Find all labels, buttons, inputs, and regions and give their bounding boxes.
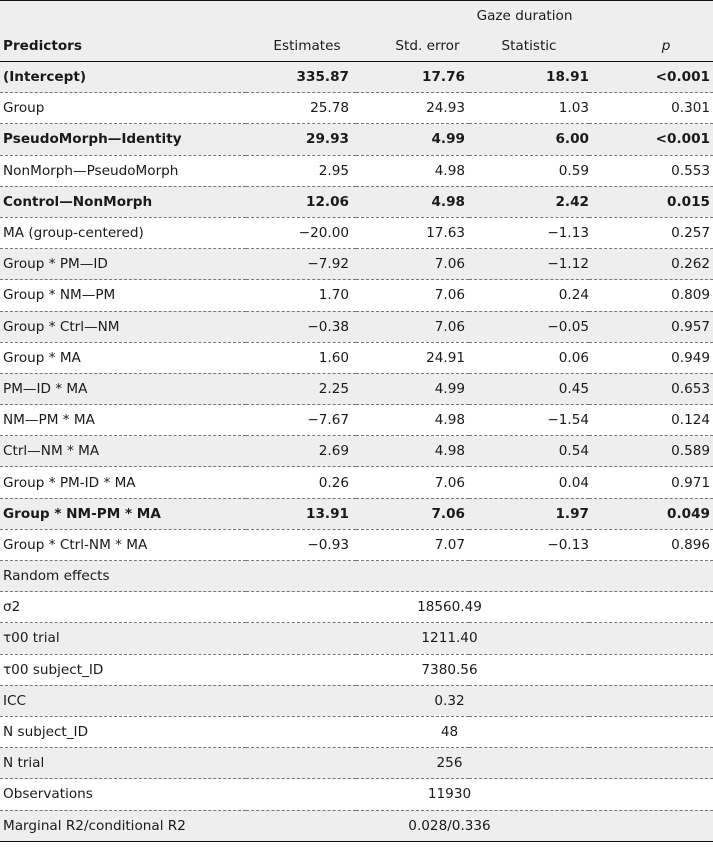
p-value-cell: 0.896 — [589, 529, 713, 560]
p-value-cell: 0.301 — [589, 93, 713, 124]
estimate-cell: −0.93 — [246, 529, 356, 560]
statistic-cell: 0.54 — [469, 436, 589, 467]
predictor-cell: NM—PM * MA — [0, 405, 246, 436]
random-effect-row — [0, 685, 713, 716]
table-row — [0, 186, 713, 217]
statistic-cell: 0.04 — [469, 467, 589, 498]
table-row — [0, 280, 713, 311]
p-value-cell: 0.971 — [589, 467, 713, 498]
table-row — [0, 498, 713, 529]
predictor-cell: Group * PM—ID — [0, 249, 246, 280]
p-value-cell: 0.049 — [589, 498, 713, 529]
std-error-header: Std. error — [356, 32, 469, 62]
table-row — [0, 405, 713, 436]
predictor-cell: Group * Ctrl—NM — [0, 311, 246, 342]
random-effect-row — [0, 748, 713, 779]
column-header-row — [0, 32, 713, 62]
statistic-cell: −1.13 — [469, 217, 589, 248]
random-effect-value: 7380.56 — [246, 654, 713, 685]
std-error-cell: 4.99 — [356, 124, 469, 155]
predictor-cell: (Intercept) — [0, 62, 246, 93]
random-effect-value: 11930 — [246, 779, 713, 810]
table-row — [0, 217, 713, 248]
std-error-cell: 7.06 — [356, 467, 469, 498]
random-effect-label: Marginal R2/conditional R2 — [0, 810, 246, 841]
estimate-cell: −7.92 — [246, 249, 356, 280]
statistic-cell: −1.54 — [469, 405, 589, 436]
random-effects-heading: Random effects — [0, 561, 246, 592]
table-row — [0, 155, 713, 186]
random-effect-label: τ00 trial — [0, 623, 246, 654]
group-header-row — [0, 1, 713, 32]
p-value-cell: 0.589 — [589, 436, 713, 467]
std-error-cell: 17.63 — [356, 217, 469, 248]
random-effect-label: Observations — [0, 779, 246, 810]
statistic-cell: 0.45 — [469, 373, 589, 404]
predictor-cell: Group * NM-PM * MA — [0, 498, 246, 529]
predictor-cell: Group * PM-ID * MA — [0, 467, 246, 498]
std-error-cell: 7.06 — [356, 498, 469, 529]
estimate-cell: 2.69 — [246, 436, 356, 467]
p-value-cell: 0.553 — [589, 155, 713, 186]
std-error-cell: 7.06 — [356, 311, 469, 342]
estimate-cell: 1.60 — [246, 342, 356, 373]
statistic-cell: 2.42 — [469, 186, 589, 217]
p-value-cell: <0.001 — [589, 124, 713, 155]
std-error-cell: 24.93 — [356, 93, 469, 124]
p-value-header: p — [589, 32, 713, 62]
p-value-cell: 0.809 — [589, 280, 713, 311]
table-row — [0, 342, 713, 373]
random-effect-row — [0, 623, 713, 654]
random-effect-label: τ00 subject_ID — [0, 654, 246, 685]
predictor-cell: Group * MA — [0, 342, 246, 373]
random-effect-label: N subject_ID — [0, 716, 246, 747]
estimate-cell: −0.38 — [246, 311, 356, 342]
statistic-cell: 1.97 — [469, 498, 589, 529]
random-effects-heading-row — [0, 561, 713, 592]
statistic-cell: 0.24 — [469, 280, 589, 311]
std-error-cell: 4.98 — [356, 155, 469, 186]
table-body — [0, 62, 713, 842]
random-effect-value: 1211.40 — [246, 623, 713, 654]
estimate-cell: 335.87 — [246, 62, 356, 93]
random-effect-label: N trial — [0, 748, 246, 779]
predictor-cell: MA (group-centered) — [0, 217, 246, 248]
table-row — [0, 373, 713, 404]
estimate-cell: 2.25 — [246, 373, 356, 404]
statistic-cell: −0.05 — [469, 311, 589, 342]
p-value-cell: 0.957 — [589, 311, 713, 342]
statistic-header: Statistic — [469, 32, 589, 62]
table-row — [0, 62, 713, 93]
estimate-cell: 0.26 — [246, 467, 356, 498]
predictor-cell: PseudoMorph—Identity — [0, 124, 246, 155]
estimate-cell: 2.95 — [246, 155, 356, 186]
p-value-cell: 0.124 — [589, 405, 713, 436]
std-error-cell: 4.98 — [356, 405, 469, 436]
table-row — [0, 124, 713, 155]
p-value-cell: 0.262 — [589, 249, 713, 280]
p-value-cell: 0.949 — [589, 342, 713, 373]
std-error-cell: 24.91 — [356, 342, 469, 373]
estimate-cell: 1.70 — [246, 280, 356, 311]
random-effect-value: 18560.49 — [246, 592, 713, 623]
estimates-header: Estimates — [246, 32, 356, 62]
table-row — [0, 436, 713, 467]
table-row — [0, 93, 713, 124]
std-error-cell: 7.06 — [356, 280, 469, 311]
std-error-cell: 17.76 — [356, 62, 469, 93]
statistic-cell: 0.06 — [469, 342, 589, 373]
random-effect-label: σ2 — [0, 592, 246, 623]
estimate-cell: 12.06 — [246, 186, 356, 217]
statistic-cell: 18.91 — [469, 62, 589, 93]
estimate-cell: −7.67 — [246, 405, 356, 436]
p-value-cell: 0.257 — [589, 217, 713, 248]
table-row — [0, 467, 713, 498]
predictor-cell: Group * NM—PM — [0, 280, 246, 311]
predictor-cell: PM—ID * MA — [0, 373, 246, 404]
estimate-cell: 29.93 — [246, 124, 356, 155]
predictor-cell: Group — [0, 93, 246, 124]
statistic-cell: 6.00 — [469, 124, 589, 155]
random-effect-row — [0, 716, 713, 747]
std-error-cell: 7.06 — [356, 249, 469, 280]
std-error-cell: 4.98 — [356, 436, 469, 467]
table-row — [0, 249, 713, 280]
p-value-cell: <0.001 — [589, 62, 713, 93]
predictor-cell: NonMorph—PseudoMorph — [0, 155, 246, 186]
std-error-cell: 4.99 — [356, 373, 469, 404]
predictor-cell: Control—NonMorph — [0, 186, 246, 217]
table-row — [0, 529, 713, 560]
random-effect-row — [0, 592, 713, 623]
random-effect-label: ICC — [0, 685, 246, 716]
table-row — [0, 311, 713, 342]
estimate-cell: 25.78 — [246, 93, 356, 124]
p-value-cell: 0.653 — [589, 373, 713, 404]
gaze-duration-header: Gaze duration — [246, 1, 713, 32]
predictors-header: Predictors — [0, 32, 246, 62]
predictor-cell: Ctrl—NM * MA — [0, 436, 246, 467]
random-effect-row — [0, 810, 713, 841]
random-effect-value: 0.32 — [246, 685, 713, 716]
estimate-cell: 13.91 — [246, 498, 356, 529]
statistic-cell: −1.12 — [469, 249, 589, 280]
random-effect-value: 0.028/0.336 — [246, 810, 713, 841]
random-effect-row — [0, 779, 713, 810]
statistic-cell: 1.03 — [469, 93, 589, 124]
estimate-cell: −20.00 — [246, 217, 356, 248]
random-effect-row — [0, 654, 713, 685]
p-value-cell: 0.015 — [589, 186, 713, 217]
statistic-cell: 0.59 — [469, 155, 589, 186]
random-effect-value: 48 — [246, 716, 713, 747]
statistic-cell: −0.13 — [469, 529, 589, 560]
std-error-cell: 7.07 — [356, 529, 469, 560]
std-error-cell: 4.98 — [356, 186, 469, 217]
random-effect-value: 256 — [246, 748, 713, 779]
predictor-cell: Group * Ctrl-NM * MA — [0, 529, 246, 560]
